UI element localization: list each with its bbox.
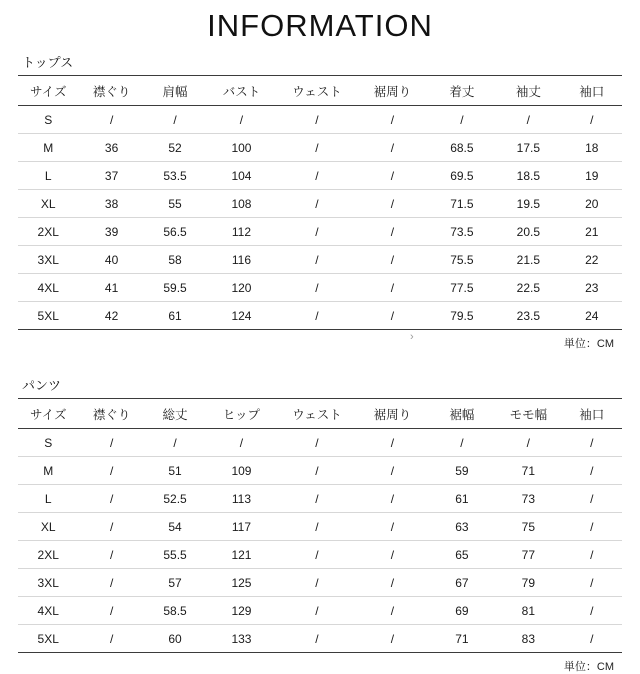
tops-r4-c3: 112 [205, 218, 277, 246]
pants-r2-c2: 52.5 [145, 485, 205, 513]
table-row [18, 597, 622, 625]
table-row [18, 134, 622, 162]
tops-r3-c8: 20 [562, 190, 622, 218]
pants-r0-c4: / [278, 429, 357, 457]
pants-r6-c4: / [278, 597, 357, 625]
pants-r1-c0: M [18, 457, 78, 485]
tops-r1-c6: 68.5 [429, 134, 495, 162]
tops-r4-c2: 56.5 [145, 218, 205, 246]
pants-r0-c3: / [205, 429, 277, 457]
pants-r1-c3: 109 [205, 457, 277, 485]
tops-r6-c1: 41 [78, 274, 144, 302]
tops-r1-c1: 36 [78, 134, 144, 162]
tops-header-row [18, 76, 622, 106]
pants-r7-c1: / [78, 625, 144, 653]
tops-col-2: 肩幅 [145, 76, 205, 106]
tops-col-4: ウェスト [278, 76, 357, 106]
pants-r0-c2: / [145, 429, 205, 457]
tops-r5-c7: 21.5 [495, 246, 561, 274]
tops-col-7: 袖丈 [495, 76, 561, 106]
tops-r4-c0: 2XL [18, 218, 78, 246]
tops-r0-c0: S [18, 106, 78, 134]
tops-r2-c0: L [18, 162, 78, 190]
tops-r1-c4: / [278, 134, 357, 162]
pants-r7-c5: / [356, 625, 428, 653]
pants-r6-c7: 81 [495, 597, 561, 625]
pants-r4-c0: 2XL [18, 541, 78, 569]
tops-r5-c6: 75.5 [429, 246, 495, 274]
page-title: INFORMATION [207, 8, 433, 43]
pants-r7-c8: / [562, 625, 622, 653]
pants-r5-c8: / [562, 569, 622, 597]
tops-r5-c5: / [356, 246, 428, 274]
tops-r5-c1: 40 [78, 246, 144, 274]
tops-r7-c5: / [356, 302, 428, 330]
tops-section-label: トップス [22, 55, 74, 70]
pants-r0-c5: / [356, 429, 428, 457]
tops-col-6: 着丈 [429, 76, 495, 106]
tops-r3-c3: 108 [205, 190, 277, 218]
tops-section [18, 50, 622, 351]
pants-r1-c5: / [356, 457, 428, 485]
tops-r7-c6: 79.5 [429, 302, 495, 330]
tops-col-5: 裾周り [356, 76, 428, 106]
tops-r4-c4: / [278, 218, 357, 246]
tops-r6-c5: / [356, 274, 428, 302]
pants-header-row [18, 399, 622, 429]
tops-r7-c2: 61 [145, 302, 205, 330]
tops-r0-c2: / [145, 106, 205, 134]
section-divider-gap [18, 351, 622, 369]
tops-r4-c1: 39 [78, 218, 144, 246]
table-row [18, 569, 622, 597]
pants-r5-c4: / [278, 569, 357, 597]
pants-col-4: ウェスト [278, 399, 357, 429]
tops-r2-c8: 19 [562, 162, 622, 190]
pants-col-5: 裾周り [356, 399, 428, 429]
tops-r6-c7: 22.5 [495, 274, 561, 302]
pants-r5-c2: 57 [145, 569, 205, 597]
pants-col-2: 総丈 [145, 399, 205, 429]
tops-r7-c8: 24 [562, 302, 622, 330]
table-row [18, 218, 622, 246]
table-row [18, 513, 622, 541]
tops-r6-c4: / [278, 274, 357, 302]
tops-r4-c7: 20.5 [495, 218, 561, 246]
tops-r3-c7: 19.5 [495, 190, 561, 218]
pants-r0-c6: / [429, 429, 495, 457]
pants-r1-c6: 59 [429, 457, 495, 485]
pants-r7-c2: 60 [145, 625, 205, 653]
pants-col-1: 襟ぐり [78, 399, 144, 429]
pants-r6-c5: / [356, 597, 428, 625]
tops-r2-c2: 53.5 [145, 162, 205, 190]
table-row [18, 429, 622, 457]
tops-r0-c5: / [356, 106, 428, 134]
pants-r0-c8: / [562, 429, 622, 457]
tops-r1-c7: 17.5 [495, 134, 561, 162]
tops-col-0: サイズ [18, 76, 78, 106]
pants-r3-c6: 63 [429, 513, 495, 541]
pants-r5-c3: 125 [205, 569, 277, 597]
pants-col-0: サイズ [18, 399, 78, 429]
tops-r7-c0: 5XL [18, 302, 78, 330]
pants-r4-c5: / [356, 541, 428, 569]
tops-col-1: 襟ぐり [78, 76, 144, 106]
pants-r4-c2: 55.5 [145, 541, 205, 569]
tops-r4-c6: 73.5 [429, 218, 495, 246]
tops-r7-c7: 23.5 [495, 302, 561, 330]
pants-r1-c7: 71 [495, 457, 561, 485]
tops-r2-c4: / [278, 162, 357, 190]
pants-r6-c3: 129 [205, 597, 277, 625]
pants-r2-c6: 61 [429, 485, 495, 513]
pants-r7-c4: / [278, 625, 357, 653]
pants-r7-c6: 71 [429, 625, 495, 653]
pants-r3-c7: 75 [495, 513, 561, 541]
pants-r7-c7: 83 [495, 625, 561, 653]
table-row [18, 625, 622, 653]
tops-r3-c5: / [356, 190, 428, 218]
table-row [18, 190, 622, 218]
tops-r7-c1: 42 [78, 302, 144, 330]
table-row [18, 162, 622, 190]
tops-r6-c0: 4XL [18, 274, 78, 302]
tops-r2-c6: 69.5 [429, 162, 495, 190]
pants-r0-c0: S [18, 429, 78, 457]
pants-col-8: 袖口 [562, 399, 622, 429]
tops-r6-c8: 23 [562, 274, 622, 302]
tops-unit-note: 単位：CM [563, 338, 614, 350]
table-row [18, 246, 622, 274]
pants-r3-c1: / [78, 513, 144, 541]
tops-r3-c2: 55 [145, 190, 205, 218]
pants-r3-c0: XL [18, 513, 78, 541]
pants-r2-c1: / [78, 485, 144, 513]
pants-r7-c0: 5XL [18, 625, 78, 653]
pants-r3-c2: 54 [145, 513, 205, 541]
pants-size-table [18, 399, 622, 653]
tops-r7-c4: / [278, 302, 357, 330]
pants-section-label: パンツ [22, 378, 62, 393]
pants-col-3: ヒップ [205, 399, 277, 429]
pants-r3-c5: / [356, 513, 428, 541]
pants-r0-c1: / [78, 429, 144, 457]
pants-r6-c2: 58.5 [145, 597, 205, 625]
pants-r0-c7: / [495, 429, 561, 457]
pants-r3-c4: / [278, 513, 357, 541]
pants-r5-c5: / [356, 569, 428, 597]
pants-r5-c6: 67 [429, 569, 495, 597]
tops-r2-c3: 104 [205, 162, 277, 190]
pants-r3-c8: / [562, 513, 622, 541]
tops-col-8: 袖口 [562, 76, 622, 106]
tops-r5-c3: 116 [205, 246, 277, 274]
information-page [0, 8, 640, 673]
table-row [18, 106, 622, 134]
pants-r2-c7: 73 [495, 485, 561, 513]
pants-r1-c1: / [78, 457, 144, 485]
pants-r2-c3: 113 [205, 485, 277, 513]
tops-r4-c8: 21 [562, 218, 622, 246]
pants-r4-c8: / [562, 541, 622, 569]
tops-r3-c0: XL [18, 190, 78, 218]
tops-r7-c3: 124 [205, 302, 277, 330]
pants-r1-c4: / [278, 457, 357, 485]
tops-r0-c6: / [429, 106, 495, 134]
pants-r1-c8: / [562, 457, 622, 485]
pants-r3-c3: 117 [205, 513, 277, 541]
tops-r1-c8: 18 [562, 134, 622, 162]
pants-r2-c5: / [356, 485, 428, 513]
pants-r4-c6: 65 [429, 541, 495, 569]
pants-r5-c1: / [78, 569, 144, 597]
table-row [18, 485, 622, 513]
tops-r1-c3: 100 [205, 134, 277, 162]
pants-r2-c0: L [18, 485, 78, 513]
pants-r5-c7: 79 [495, 569, 561, 597]
pants-r2-c4: / [278, 485, 357, 513]
tops-size-table [18, 76, 622, 330]
pants-r7-c3: 133 [205, 625, 277, 653]
tops-r3-c4: / [278, 190, 357, 218]
table-row [18, 541, 622, 569]
tops-r5-c0: 3XL [18, 246, 78, 274]
tops-r4-c5: / [356, 218, 428, 246]
tops-r2-c5: / [356, 162, 428, 190]
pants-section [18, 373, 622, 674]
tops-r1-c2: 52 [145, 134, 205, 162]
table-row [18, 302, 622, 330]
tops-r6-c6: 77.5 [429, 274, 495, 302]
tops-r1-c0: M [18, 134, 78, 162]
tops-r0-c3: / [205, 106, 277, 134]
pants-col-7: モモ幅 [495, 399, 561, 429]
tops-r2-c7: 18.5 [495, 162, 561, 190]
tops-col-3: バスト [205, 76, 277, 106]
tops-r6-c3: 120 [205, 274, 277, 302]
table-row [18, 274, 622, 302]
pants-col-6: 裾幅 [429, 399, 495, 429]
tops-r5-c8: 22 [562, 246, 622, 274]
pants-r2-c8: / [562, 485, 622, 513]
pants-r1-c2: 51 [145, 457, 205, 485]
pants-r6-c0: 4XL [18, 597, 78, 625]
chevron-right-icon: › [410, 331, 414, 343]
pants-r6-c6: 69 [429, 597, 495, 625]
tops-r5-c2: 58 [145, 246, 205, 274]
table-row [18, 457, 622, 485]
tops-r0-c1: / [78, 106, 144, 134]
tops-r0-c4: / [278, 106, 357, 134]
pants-r4-c3: 121 [205, 541, 277, 569]
pants-r5-c0: 3XL [18, 569, 78, 597]
tops-r6-c2: 59.5 [145, 274, 205, 302]
tops-r1-c5: / [356, 134, 428, 162]
pants-r4-c4: / [278, 541, 357, 569]
tops-r0-c7: / [495, 106, 561, 134]
pants-r4-c7: 77 [495, 541, 561, 569]
tops-r2-c1: 37 [78, 162, 144, 190]
tops-r3-c6: 71.5 [429, 190, 495, 218]
pants-unit-note: 単位：CM [563, 661, 614, 673]
tops-r3-c1: 38 [78, 190, 144, 218]
tops-r5-c4: / [278, 246, 357, 274]
tops-r0-c8: / [562, 106, 622, 134]
pants-r4-c1: / [78, 541, 144, 569]
pants-r6-c8: / [562, 597, 622, 625]
pants-r6-c1: / [78, 597, 144, 625]
